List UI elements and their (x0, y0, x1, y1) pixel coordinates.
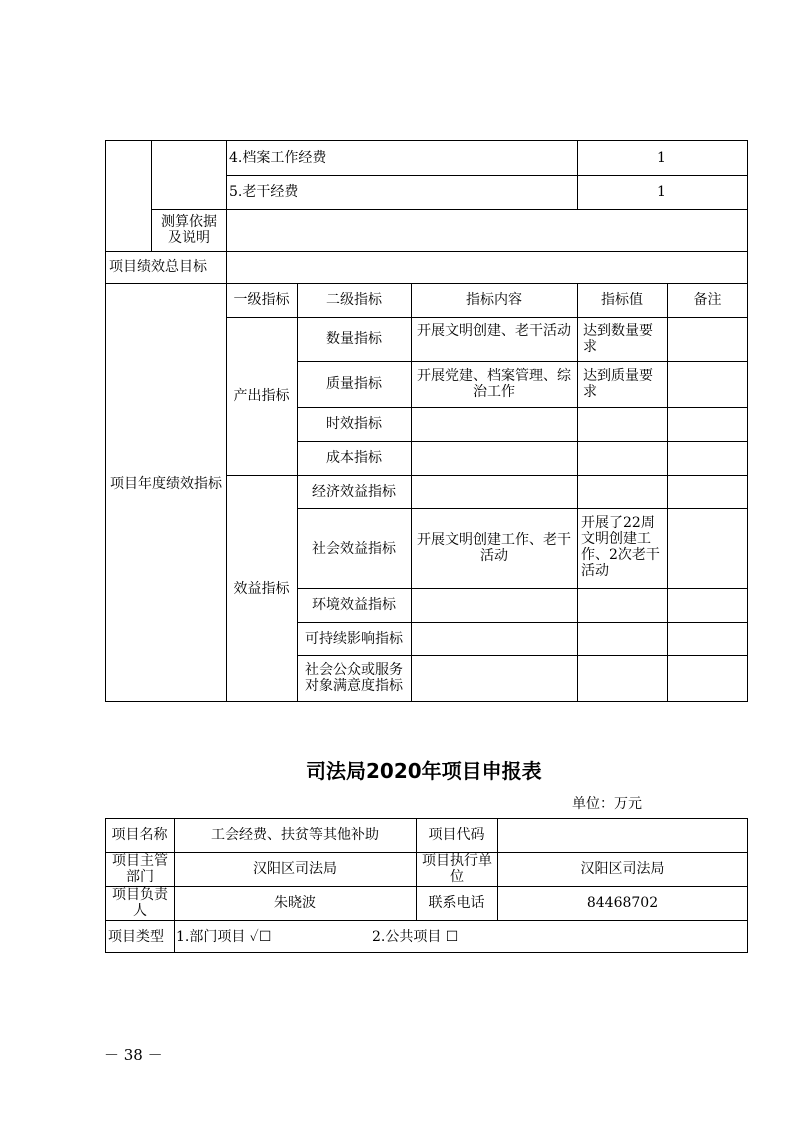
project-type-label: 项目类型 (108, 929, 164, 945)
lead-value: 朱晓波 (274, 895, 316, 911)
exec-unit-value: 汉阳区司法局 (580, 861, 665, 877)
header-level2: 二级指标 (326, 292, 382, 308)
indicator-content: 开展党建、档案管理、综治工作 (417, 368, 571, 400)
indicator-name: 社会效益指标 (312, 541, 396, 557)
exec-unit-label: 项目执行单位 (422, 853, 492, 885)
budget-amount-1: 1 (657, 150, 666, 166)
indicator-name: 经济效益指标 (312, 484, 396, 500)
indicator-name: 社会公众或服务对象满意度指标 (305, 662, 403, 694)
header-value: 指标值 (601, 292, 643, 308)
phone-label: 联系电话 (428, 895, 485, 911)
indicator-content: 开展文明创建、老干活动 (417, 323, 571, 339)
benefit-indicators-label: 效益指标 (233, 581, 290, 597)
indicator-value: 开展了22周文明创建工作、2次老干活动 (581, 515, 660, 579)
annual-indicators-label: 项目年度绩效指标 (110, 476, 222, 492)
output-indicators-label: 产出指标 (233, 388, 290, 404)
page-number: － 38 － (104, 1046, 163, 1064)
indicator-value: 达到质量要求 (583, 368, 653, 400)
header-level1: 一级指标 (233, 292, 290, 308)
unit-label: 单位：万元 (572, 796, 642, 812)
dept-label: 项目主管部门 (112, 853, 168, 885)
header-note: 备注 (693, 292, 722, 308)
indicator-name: 环境效益指标 (312, 597, 396, 613)
indicator-name: 质量指标 (326, 376, 382, 392)
dept-value: 汉阳区司法局 (253, 861, 337, 877)
project-name-label: 项目名称 (111, 827, 168, 843)
indicator-name: 可持续影响指标 (305, 631, 403, 647)
lead-label: 项目负责人 (112, 887, 168, 919)
phone-value: 84468702 (586, 895, 659, 911)
project-name-value: 工会经费、扶贫等其他补助 (211, 827, 379, 843)
header-content: 指标内容 (466, 292, 522, 308)
budget-item-2: 5.老干经费 (229, 184, 299, 200)
budget-amount-2: 1 (657, 184, 666, 200)
form-title: 司法局2020年项目申报表 (306, 759, 542, 783)
indicator-name: 时效指标 (326, 416, 382, 432)
indicator-name: 成本指标 (326, 450, 382, 466)
type-option-public[interactable]: 2.公共项目 ☐ (372, 929, 459, 945)
total-goal-label: 项目绩效总目标 (109, 259, 207, 275)
project-code-label: 项目代码 (428, 827, 485, 843)
calc-basis-label: 测算依据及说明 (161, 214, 217, 246)
indicator-content: 开展文明创建工作、老干活动 (417, 532, 571, 564)
type-option-department[interactable]: 1.部门项目 ✓☐ (176, 929, 272, 945)
indicator-value: 达到数量要求 (583, 323, 653, 355)
budget-item-1: 4.档案工作经费 (229, 150, 327, 166)
indicator-name: 数量指标 (326, 331, 382, 347)
